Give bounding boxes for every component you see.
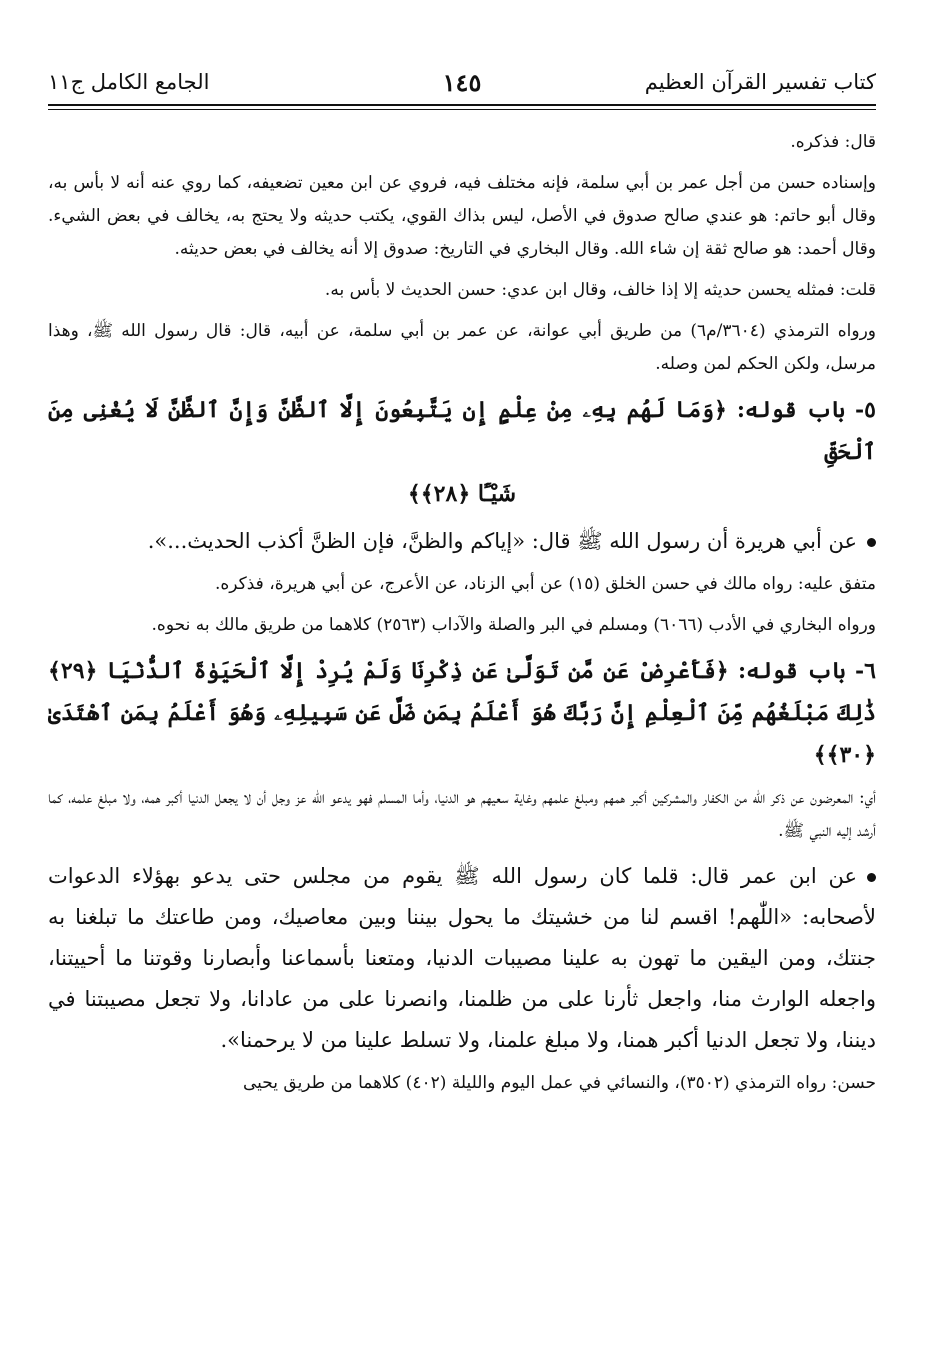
bullet-icon (867, 873, 876, 882)
header-rule-thin (48, 109, 876, 110)
paragraph: قال: فذكره. (790, 132, 876, 152)
book-title: كتاب تفسير القرآن العظيم (644, 70, 876, 94)
paragraph: متفق عليه: رواه مالك في حسن الخلق (١٥) عن أبي الزناد، عن الأعرج، عن أبي هريرة، فذكره. (214, 574, 876, 594)
paragraph: أي: المعرضون عن ذكر الله من الكفار والمشركين أكبر همهم ومبلغ علمهم وغاية سعيهم هو الدنيا، وأما المسلم فهو يدعو الله عز وجل أن لا يجعل الدنيا أكبر همه، ولا مبلغ علمه، كما أرشد إليه النبي ﷺ. (48, 788, 876, 841)
running-header (48, 52, 876, 98)
bullet-icon (867, 538, 876, 547)
quran-verse-end: شَيْـًٔا ﴿٢٨﴾﴾ (407, 481, 517, 507)
hadith-paragraph (48, 521, 876, 562)
hadith-text: عن ابن عمر قال: قلما كان رسول الله ﷺ يقوم من مجلس حتى يدعو بهؤلاء الدعوات لأصحابه: «اللّٰهم! اقسم لنا من خشيتك ما يحول بيننا وبين معاصيك، ومن طاعتك ما تبلغنا به جنتك، ومن اليقين ما تهون به علينا مصيبات الدنيا، ومتعنا بأسماعنا وأبصارنا وقوتنا ما أحييتنا، واجعله الوارث منا، واجعل ثأرنا على من ظلمنا، وانصرنا على من عادانا، ولا تجعل مصيبتنا في ديننا، ولا تجعل الدنيا أكبر همنا، ولا مبلغ علمنا، ولا تسلط علينا من لا يرحمنا». (48, 864, 876, 1052)
chapter-heading-6 (48, 650, 876, 776)
paragraph: وإسناده حسن من أجل عمر بن أبي سلمة، فإنه مختلف فيه، فروي عن ابن معين تضعيفه، كما روي عنه أنه لا بأس به، وقال أبو حاتم: هو عندي صالح صدوق في الأصل، ليس بذاك القوي، يكتب حديثه ولا يحتج به، يخالف في بعض الشيء. وقال أحمد: هو صالح ثقة إن شاء الله. وقال البخاري في التاريخ: صدوق إلا أنه يخالف في بعض حديثه. (48, 173, 876, 259)
chapter-label: ٥- باب قوله: (736, 397, 876, 423)
paragraph: ورواه الترمذي (٣٦٠٤/م٦) من طريق أبي عوانة، عن عمر بن أبي سلمة، عن أبيه، قال: قال رسول الله ﷺ، وهذا مرسل، ولكن الحكم لمن وصله. (48, 321, 876, 374)
quran-verse: ﴿وَمَا لَهُم بِهِۦ مِنْ عِلْمٍ إِن يَتَّبِعُونَ إِلَّا ٱلظَّنَّ وَإِنَّ ٱلظَّنَّ لَا يُغْنِى مِنَ ٱلْحَقِّ (48, 397, 876, 465)
quran-verse: ﴿فَأَعْرِضْ عَن مَّن تَوَلَّىٰ عَن ذِكْرِنَا وَلَمْ يُرِدْ إِلَّا ٱلْحَيَوٰةَ ٱلدُّنْيَا ﴿٢٩﴾ ذَٰلِكَ مَبْلَغُهُم مِّنَ ٱلْعِلْمِ إِنَّ رَبَّكَ هُوَ أَعْلَمُ بِمَن ضَلَّ عَن سَبِيلِهِۦ وَهُوَ أَعْلَمُ بِمَنِ ٱهْتَدَىٰ ﴿٣٠﴾﴾ (48, 658, 876, 768)
chapter-label: ٦- باب قوله: (737, 658, 876, 684)
paragraph: حسن: رواه الترمذي (٣٥٠٢)، والنسائي في عمل اليوم والليلة (٤٠٢) كلاهما من طريق يحيى (242, 1073, 876, 1093)
hadith-paragraph (48, 856, 876, 1061)
page-number: ١٤٥ (442, 68, 482, 97)
page (48, 52, 876, 1108)
paragraph: قلت: فمثله يحسن حديثه إلا إذا خالف، وقال ابن عدي: حسن الحديث لا بأس به. (324, 280, 876, 300)
volume-label: الجامع الكامل ج١١ (48, 70, 210, 94)
hadith-text: عن أبي هريرة أن رسول الله ﷺ قال: «إياكم والظنَّ، فإن الظنَّ أكذب الحديث...». (147, 529, 857, 553)
header-rule-thick (48, 104, 876, 106)
paragraph: ورواه البخاري في الأدب (٦٠٦٦) ومسلم في البر والصلة والآداب (٢٥٦٣) كلاهما من طريق مالك به نحوه. (151, 615, 876, 635)
page-body (48, 126, 876, 1100)
chapter-heading-5 (48, 389, 876, 515)
